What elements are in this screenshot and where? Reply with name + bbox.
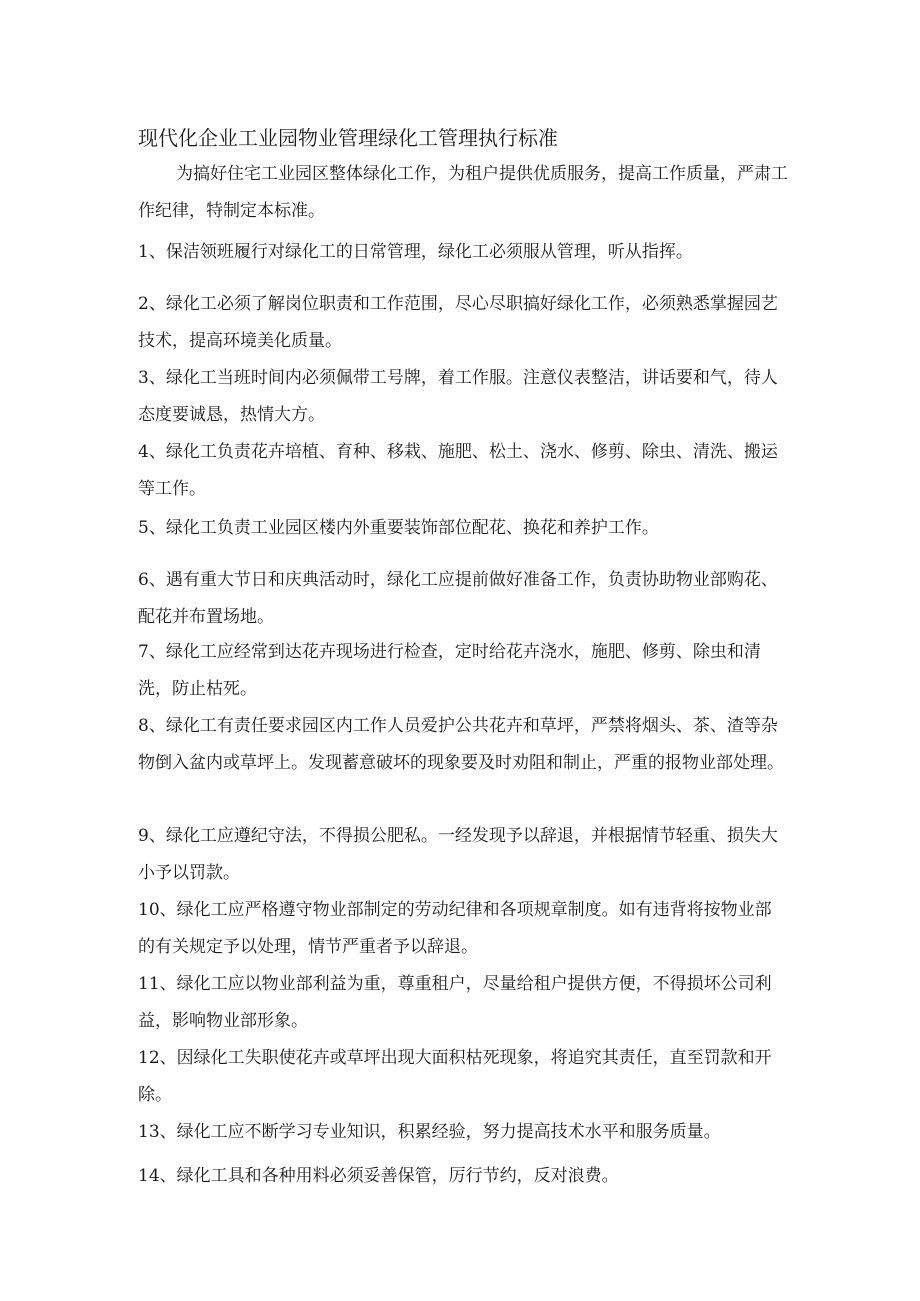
clause-12: 12、因绿化工失职使花卉或草坪出现大面积枯死现象，将追究其责任，直至罚款和开除。 (138, 1048, 772, 1105)
clause-7: 7、绿化工应经常到达花卉现场进行检查，定时给花卉浇水，施肥、修剪、除虫和清洗，防止枯死。 (138, 642, 761, 699)
clause-1: 1、保洁领班履行对绿化工的日常管理，绿化工必须服从管理，听从指挥。 (138, 242, 693, 262)
clause-5: 5、绿化工负责工业园区楼内外重要装饰部位配花、换花和养护工作。 (138, 518, 659, 538)
clause-11: 11、绿化工应以物业部利益为重，尊重租户，尽量给租户提供方便，不得损坏公司利益，影响物业部形象。 (138, 974, 772, 1031)
clause-6: 6、遇有重大节日和庆典活动时，绿化工应提前做好准备工作，负责协助物业部购花、配花并布置场地。 (138, 570, 778, 627)
clause-4: 4、绿化工负责花卉培植、育种、移栽、施肥、松土、浇水、修剪、除虫、清洗、搬运等工作。 (138, 442, 778, 499)
clause-9: 9、绿化工应遵纪守法，不得损公肥私。一经发现予以辞退，并根据情节轻重、损失大小予以罚款。 (138, 826, 778, 883)
clause-2: 2、绿化工必须了解岗位职责和工作范围，尽心尽职搞好绿化工作，必须熟悉掌握园艺技术，提高环境美化质量。 (138, 294, 778, 351)
clause-14: 14、绿化工具和各种用料必须妥善保管，厉行节约，反对浪费。 (138, 1166, 619, 1186)
intro-paragraph: 为搞好住宅工业园区整体绿化工作，为租户提供优质服务，提高工作质量，严肃工作纪律，特制定本标准。 (138, 164, 788, 221)
document-title: 现代化企业工业园物业管理绿化工管理执行标准 (138, 126, 558, 150)
clause-3: 3、绿化工当班时间内必须佩带工号牌，着工作服。注意仪表整洁，讲话要和气，待人态度要诚恳，热情大方。 (138, 368, 778, 425)
clause-8: 8、绿化工有责任要求园区内工作人员爱护公共花卉和草坪，严禁将烟头、茶、渣等杂物倒入盆内或草坪上。发现蓄意破坏的现象要及时劝阻和制止，严重的报物业部处理。 (138, 716, 784, 773)
clause-10: 10、绿化工应严格遵守物业部制定的劳动纪律和各项规章制度。如有违背将按物业部的有关规定予以处理，情节严重者予以辞退。 (138, 900, 772, 957)
clause-13: 13、绿化工应不断学习专业知识，积累经验，努力提高技术水平和服务质量。 (138, 1122, 721, 1142)
